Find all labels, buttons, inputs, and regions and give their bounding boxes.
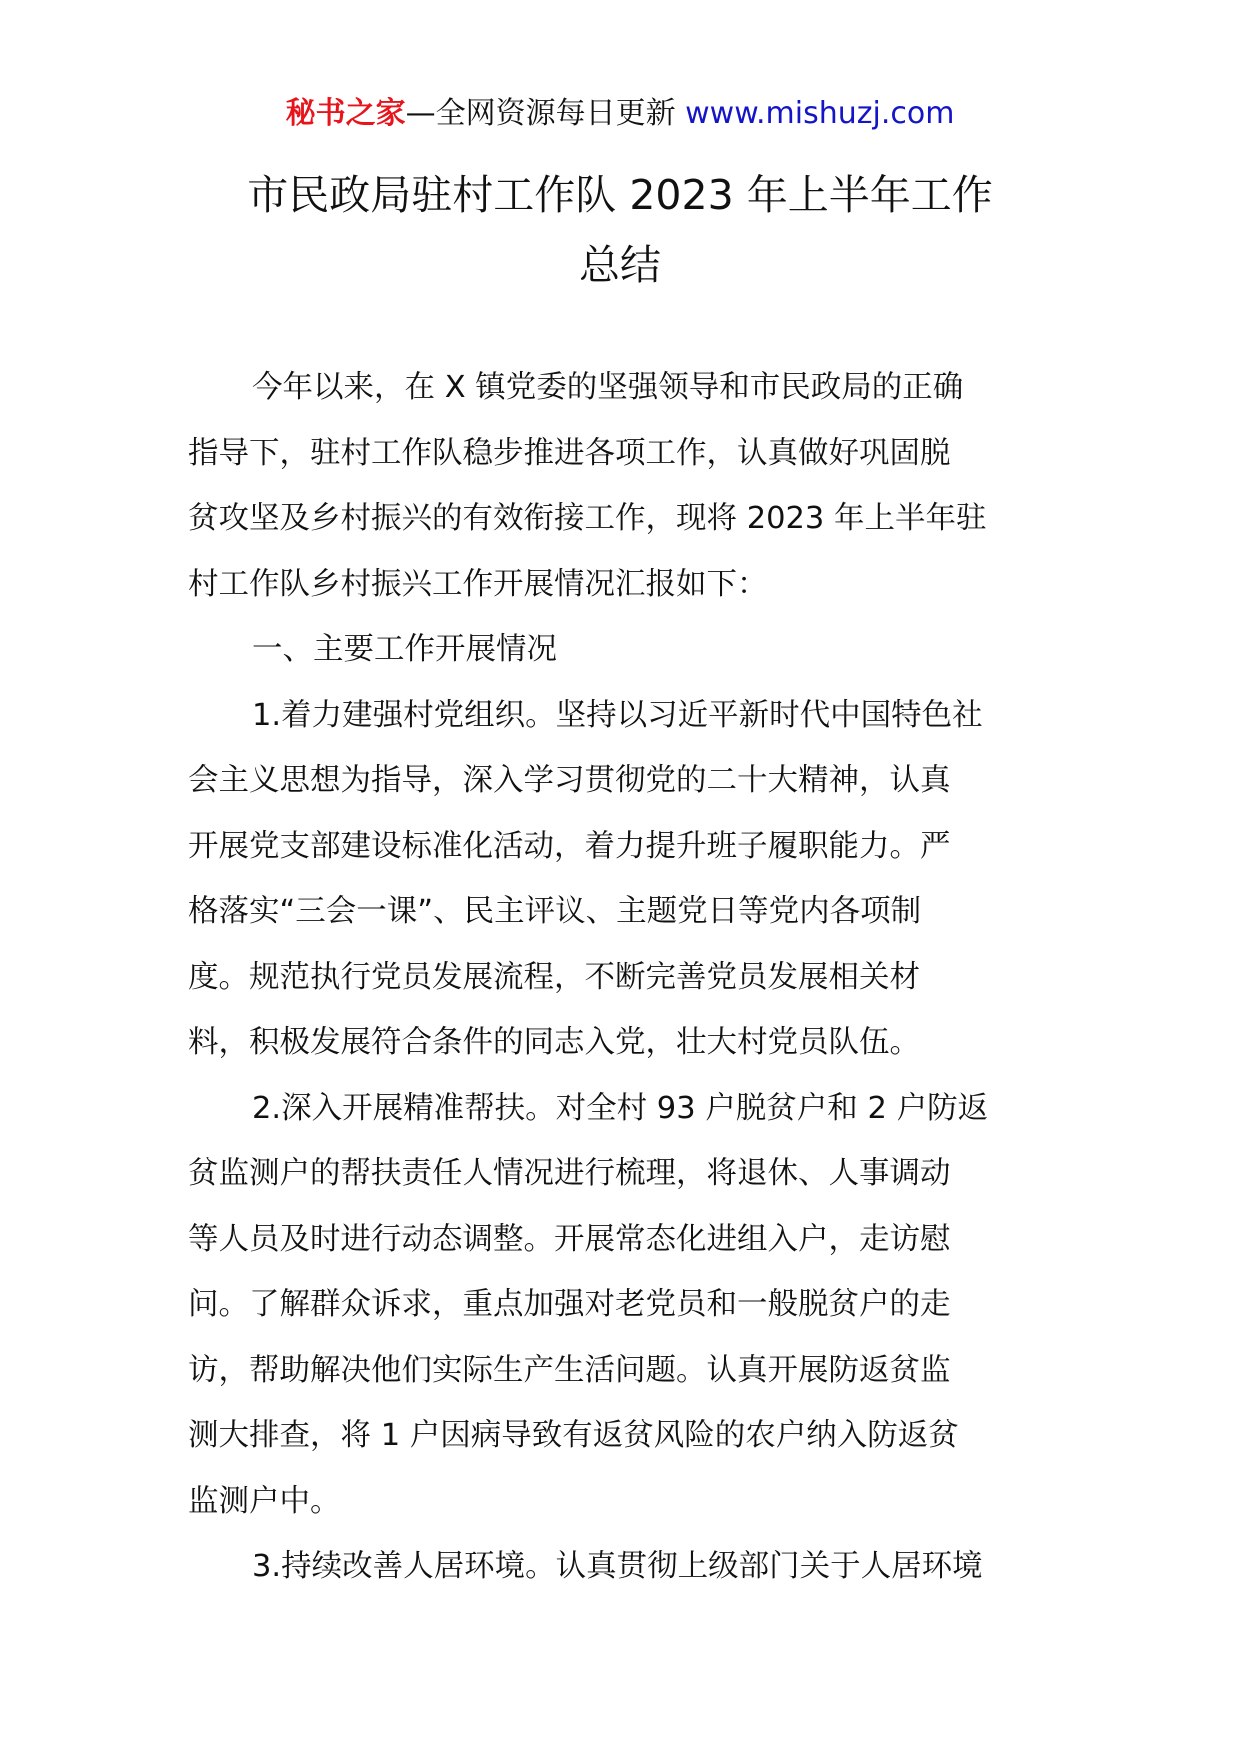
text-line: 1.着力建强村党组织。坚持以习近平新时代中国特色社 xyxy=(252,697,983,733)
text-line: 指导下，驻村工作队稳步推进各项工作，认真做好巩固脱 xyxy=(188,435,951,471)
paragraph-item-1 xyxy=(188,683,1058,1076)
text-line: 格落实“三会一课”、民主评议、主题党日等党内各项制 xyxy=(188,894,922,929)
section-heading xyxy=(188,617,1058,683)
brand-name: 秘书之家 xyxy=(285,96,406,131)
text-line: 贫攻坚及乡村振兴的有效衔接工作，现将 2023 年上半年驻 xyxy=(188,501,987,536)
text-line: 3.持续改善人居环境。认真贯彻上级部门关于人居环境 xyxy=(252,1549,983,1584)
paragraph-intro xyxy=(188,355,1058,617)
text-line: 一、主要工作开展情况 xyxy=(252,632,557,667)
title-line-2: 总结 xyxy=(579,241,661,289)
paragraph-item-3 xyxy=(188,1534,1058,1600)
text-line: 监测户中。 xyxy=(188,1483,341,1519)
text-line: 今年以来，在 X 镇党委的坚强领导和市民政局的正确 xyxy=(252,370,964,405)
text-line: 贫监测户的帮扶责任人情况进行梳理，将退休、人事调动 xyxy=(188,1156,951,1191)
title-line-1: 市民政局驻村工作队 2023 年上半年工作 xyxy=(247,171,993,219)
site-url-link[interactable]: www.mishuzj.com xyxy=(685,96,955,131)
document-title xyxy=(0,160,1240,300)
text-line: 访，帮助解决他们实际生产生活问题。认真开展防返贫监 xyxy=(188,1352,951,1388)
text-line: 问。了解群众诉求，重点加强对老党员和一般脱贫户的走 xyxy=(188,1287,951,1322)
paragraph-item-2 xyxy=(188,1076,1058,1535)
document-body xyxy=(188,355,1058,1600)
text-line: 村工作队乡村振兴工作开展情况汇报如下： xyxy=(188,566,768,602)
text-line: 度。规范执行党员发展流程，不断完善党员发展相关材 xyxy=(188,959,920,995)
site-header xyxy=(0,94,1240,134)
text-line: 料，积极发展符合条件的同志入党，壮大村党员队伍。 xyxy=(188,1025,920,1060)
text-line: 2.深入开展精准帮扶。对全村 93 户脱贫户和 2 户防返 xyxy=(252,1090,989,1126)
text-line: 开展党支部建设标准化活动，着力提升班子履职能力。严 xyxy=(188,828,951,864)
text-line: 会主义思想为指导，深入学习贯彻党的二十大精神，认真 xyxy=(188,763,951,798)
text-line: 等人员及时进行动态调整。开展常态化进组入户，走访慰 xyxy=(188,1221,951,1257)
header-tagline: —全网资源每日更新 xyxy=(405,96,686,131)
text-line: 测大排查，将 1 户因病导致有返贫风险的农户纳入防返贫 xyxy=(188,1418,959,1453)
